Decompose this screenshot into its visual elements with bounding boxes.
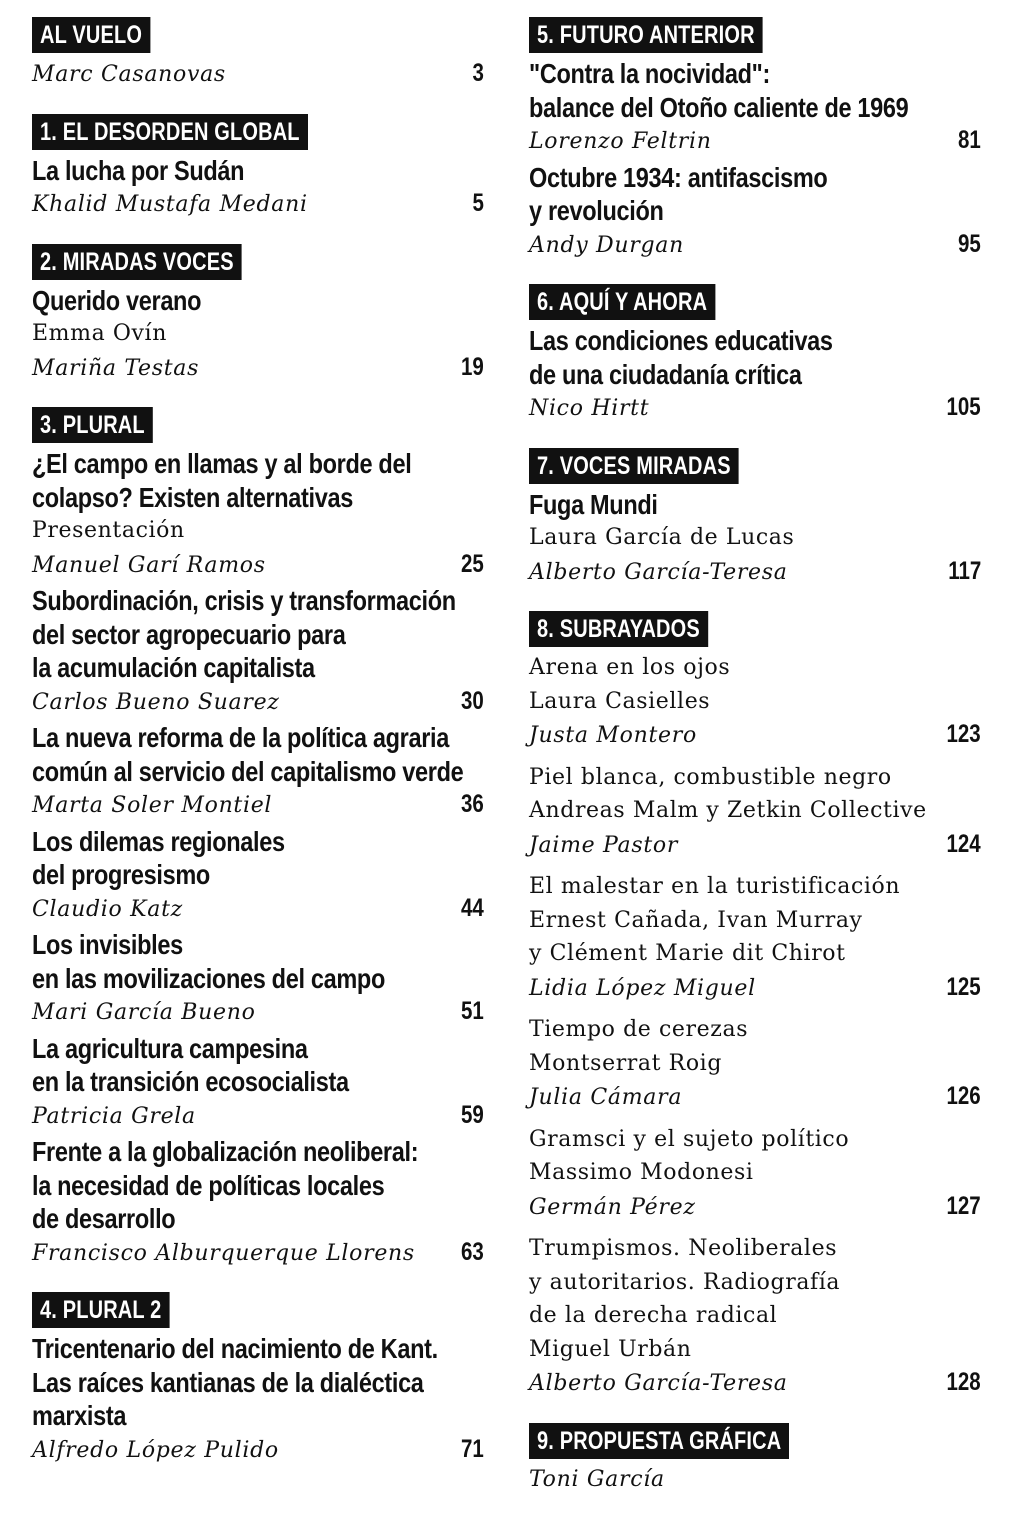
entry-title-line: Las raíces kantianas de la dialéctica: [32, 1366, 424, 1398]
toc-entry: [529, 1013, 981, 1115]
entry-page-number: 30: [461, 686, 484, 715]
toc-entry: [32, 584, 484, 719]
section-heading: 4. PLURAL 2: [32, 1292, 169, 1328]
entry-title-line: "Contra la nocividad":: [529, 58, 771, 89]
toc-section: [529, 1423, 981, 1497]
toc-section: [32, 1292, 484, 1467]
entry-author-row: [529, 1463, 981, 1497]
toc-entry: [32, 1135, 484, 1270]
section-heading: AL VUELO: [32, 17, 150, 53]
entry-author-row: [529, 971, 981, 1006]
entry-author: Germán Pérez: [529, 1194, 696, 1220]
entry-page-number: 63: [461, 1237, 484, 1266]
entry-author: Manuel Garí Ramos: [32, 552, 266, 578]
toc-entry: [32, 1032, 484, 1134]
toc-entry: [32, 284, 484, 386]
entry-author-row: [529, 391, 981, 426]
entry-author: Alberto García-Teresa: [529, 1371, 788, 1396]
entry-title-line: Querido verano: [32, 284, 202, 316]
entry-author: Alberto García-Teresa: [529, 559, 788, 585]
entry-title-line: de una ciudadanía crítica: [529, 358, 802, 390]
entry-page-number: 59: [461, 1100, 484, 1129]
entry-author: Lorenzo Feltrin: [529, 129, 712, 154]
entry-author: Marc Casanovas: [32, 62, 226, 87]
toc-entry: [529, 1232, 981, 1401]
entry-title-line: y revolución: [529, 195, 664, 226]
entry-title-line: en la transición ecosocialista: [32, 1066, 349, 1097]
entry-title-line: Los invisibles: [32, 929, 183, 960]
entry-subtitle-line: Massimo Modonesi: [529, 1160, 754, 1185]
entry-title-line: Fuga Mundi: [529, 488, 658, 520]
section-heading: 1. EL DESORDEN GLOBAL: [32, 114, 308, 150]
entry-title-line: común al servicio del capitalismo verde: [32, 755, 464, 787]
entry-title-line: marxista: [32, 1400, 127, 1431]
entry-subtitle-line: y Clément Marie dit Chirot: [529, 941, 846, 966]
entry-title-line: La nueva reforma de la política agraria: [32, 722, 449, 753]
entry-page-number: 44: [461, 893, 484, 922]
toc-entry: [32, 154, 484, 222]
entry-subtitle-line: Miguel Urbán: [529, 1336, 692, 1362]
entry-author-row: [529, 228, 981, 263]
entry-page-number: 81: [958, 126, 981, 154]
entry-page-number: 3: [472, 59, 484, 87]
entry-author: Francisco Alburquerque Llorens: [32, 1240, 415, 1266]
entry-author: Mariña Testas: [32, 355, 200, 381]
toc-section: [529, 611, 981, 1401]
entry-author: Carlos Bueno Suarez: [32, 689, 280, 715]
entry-title-line: La agricultura campesina: [32, 1032, 308, 1064]
entry-subtitle-line: Piel blanca, combustible negro: [529, 764, 892, 790]
entry-subtitle-line: Arena en los ojos: [529, 655, 731, 680]
toc-entry: [32, 447, 484, 582]
entry-page-number: 51: [461, 997, 484, 1025]
entry-author: Andy Durgan: [529, 232, 684, 258]
entry-author: Toni García: [529, 1466, 665, 1492]
entry-author-row: [32, 548, 484, 583]
entry-page-number: 71: [461, 1434, 484, 1463]
entry-title-line: colapso? Existen alternativas: [32, 481, 353, 513]
entry-title-line: en las movilizaciones del campo: [32, 962, 385, 994]
entry-author-row: [529, 1366, 981, 1401]
entry-author-row: [32, 685, 484, 720]
toc-entry: [529, 324, 981, 426]
entry-page-number: 128: [946, 1368, 981, 1396]
entry-author-row: [529, 1080, 981, 1115]
entry-title-line: la acumulación capitalista: [32, 652, 315, 683]
entry-page-number: 25: [461, 549, 484, 578]
entry-title-line: ¿El campo en llamas y al borde del: [32, 448, 412, 479]
entry-author-row: [32, 57, 484, 92]
entry-title-line: La lucha por Sudán: [32, 154, 245, 186]
section-heading: 2. MIRADAS VOCES: [32, 244, 242, 280]
entry-author-row: [529, 1190, 981, 1225]
entry-subtitle-line: Ernest Cañada, Ivan Murray: [529, 907, 863, 933]
entry-author-row: [32, 1433, 484, 1468]
entry-subtitle-line: de la derecha radical: [529, 1303, 778, 1328]
toc-entry: [529, 870, 981, 1005]
entry-author-row: [32, 187, 484, 222]
entry-author: Jaime Pastor: [529, 832, 679, 858]
entry-subtitle-line: Laura García de Lucas: [529, 525, 795, 550]
toc-entry: [529, 1123, 981, 1225]
entry-author-row: [32, 1236, 484, 1271]
toc-entry: [32, 1332, 484, 1467]
entry-page-number: 95: [958, 229, 981, 258]
entry-title-line: del progresismo: [32, 859, 210, 890]
toc-entry: [32, 57, 484, 92]
entry-author: Mari García Bueno: [32, 1000, 256, 1025]
right-column: [529, 0, 981, 1496]
entry-page-number: 19: [461, 352, 484, 381]
entry-subtitle-line: Laura Casielles: [529, 688, 711, 714]
entry-subtitle-line: El malestar en la turistificación: [529, 874, 901, 899]
entry-page-number: 124: [946, 829, 981, 858]
entry-title-line: Octubre 1934: antifascismo: [529, 161, 828, 193]
entry-author: Patricia Grela: [32, 1103, 196, 1129]
toc-entry: [32, 825, 484, 927]
entry-author: Julia Cámara: [529, 1085, 683, 1110]
entry-subtitle-line: Andreas Malm y Zetkin Collective: [529, 798, 927, 823]
toc-section: [32, 407, 484, 1270]
toc-entry: [529, 761, 981, 863]
toc-section: [529, 284, 981, 426]
entry-author-row: [529, 124, 981, 159]
entry-author-row: [32, 892, 484, 927]
toc-entry: [32, 721, 484, 823]
entry-author: Claudio Katz: [32, 896, 183, 922]
entry-title-line: Las condiciones educativas: [529, 325, 833, 356]
entry-author: Alfredo López Pulido: [32, 1437, 279, 1463]
entry-title-line: Los dilemas regionales: [32, 825, 285, 857]
section-heading: 6. AQUÍ Y AHORA: [529, 284, 715, 320]
toc-entry: [529, 651, 981, 753]
left-column: [32, 0, 484, 1467]
entry-author-row: [32, 351, 484, 386]
entry-author-row: [32, 995, 484, 1030]
entry-subtitle-line: Tiempo de cerezas: [529, 1017, 749, 1042]
entry-author: Lidia López Miguel: [529, 975, 756, 1001]
section-heading: 7. VOCES MIRADAS: [529, 448, 739, 484]
entry-title-line: balance del Otoño caliente de 1969: [529, 91, 909, 123]
entry-title-line: la necesidad de políticas locales: [32, 1169, 385, 1201]
entry-subtitle-line: Gramsci y el sujeto político: [529, 1126, 850, 1152]
entry-author-row: [32, 788, 484, 823]
entry-author: Marta Soler Montiel: [32, 793, 273, 818]
entry-title-line: del sector agropecuario para: [32, 618, 346, 650]
entry-subtitle-line: Presentación: [32, 518, 185, 543]
entry-page-number: 123: [946, 720, 981, 748]
toc-entry: [529, 488, 981, 590]
entry-page-number: 117: [947, 556, 981, 585]
entry-title-line: de desarrollo: [32, 1203, 176, 1234]
entry-title-line: Frente a la globalización neoliberal:: [32, 1136, 419, 1167]
section-heading: 9. PROPUESTA GRÁFICA: [529, 1423, 789, 1459]
entry-subtitle-line: y autoritarios. Radiografía: [529, 1269, 841, 1295]
toc-entry: [32, 928, 484, 1030]
entry-subtitle-line: Trumpismos. Neoliberales: [529, 1236, 838, 1261]
toc-section: [529, 448, 981, 590]
section-heading: 3. PLURAL: [32, 407, 153, 443]
toc-entry: [529, 1463, 981, 1497]
entry-author: Khalid Mustafa Medani: [32, 192, 308, 217]
section-heading: 5. FUTURO ANTERIOR: [529, 17, 763, 53]
toc-section: [32, 114, 484, 222]
toc-section: [529, 17, 981, 262]
entry-page-number: 127: [946, 1191, 981, 1220]
toc-entry: [529, 161, 981, 263]
toc-section: [32, 17, 484, 92]
entry-page-number: 125: [946, 972, 981, 1001]
entry-subtitle-line: Montserrat Roig: [529, 1050, 723, 1076]
entry-author: Justa Montero: [529, 723, 697, 748]
entry-subtitle-line: Emma Ovín: [32, 321, 167, 346]
entry-author-row: [32, 1099, 484, 1134]
entry-author: Nico Hirtt: [529, 396, 650, 421]
toc-section: [32, 244, 484, 386]
entry-author-row: [529, 555, 981, 590]
entry-page-number: 5: [472, 189, 484, 217]
entry-author-row: [529, 718, 981, 753]
entry-page-number: 36: [461, 790, 484, 818]
entry-author-row: [529, 828, 981, 863]
toc-entry: [529, 57, 981, 159]
entry-title-line: Tricentenario del nacimiento de Kant.: [32, 1333, 438, 1364]
section-heading: 8. SUBRAYADOS: [529, 611, 708, 647]
entry-title-line: Subordinación, crisis y transformación: [32, 585, 456, 616]
entry-page-number: 126: [946, 1082, 981, 1110]
entry-page-number: 105: [946, 393, 981, 421]
